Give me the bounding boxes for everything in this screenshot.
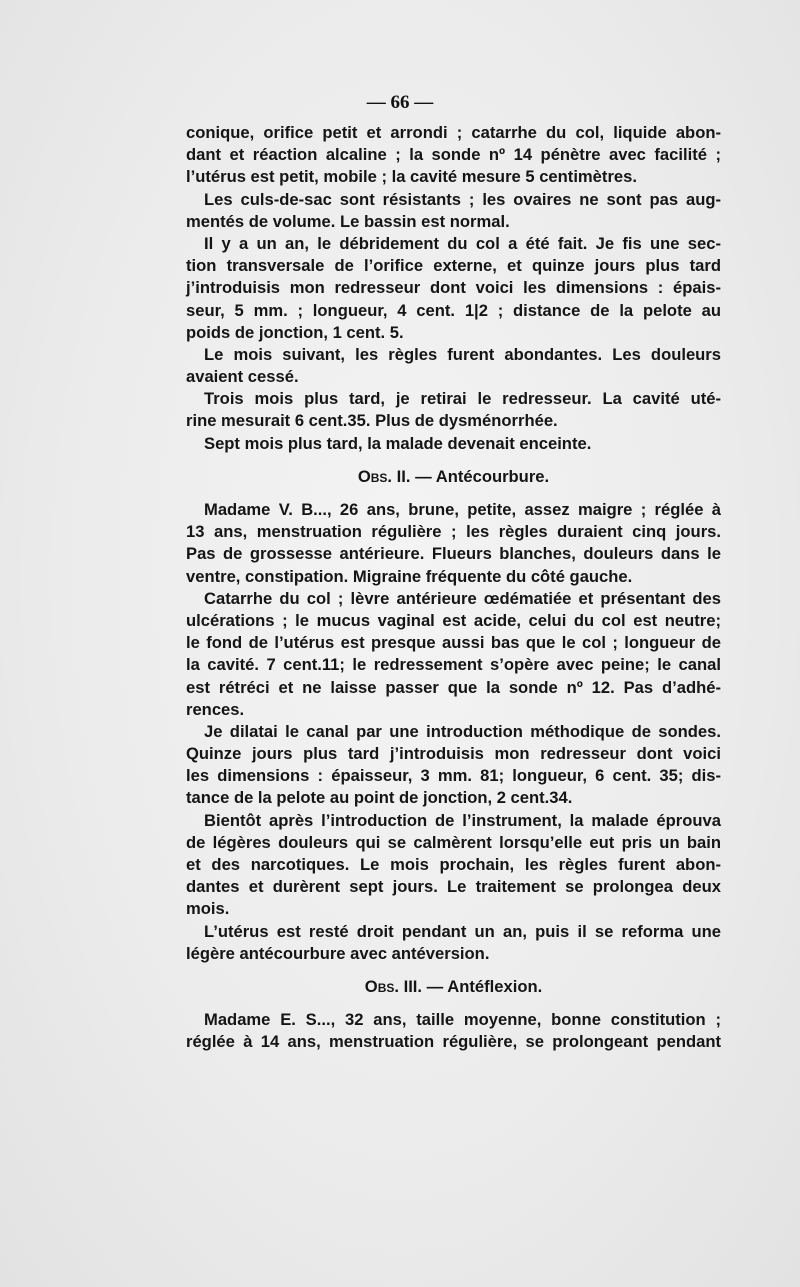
text-line: légère antécourbure avec antéversion. <box>186 943 490 963</box>
paragraph <box>186 122 721 189</box>
text-line: tion transversale de l’orifice externe, et quinze jours plus tard <box>186 256 721 276</box>
text-line: seur, 5 mm. ; longueur, 4 cent. 1|2 ; distance de la pelote au <box>186 300 721 320</box>
text-line: mois. <box>186 899 230 919</box>
text-line: la cavité. 7 cent.11; le redressement s’opère avec peine; le canal <box>186 655 721 675</box>
text-line: Catarrhe du col ; lèvre antérieure œdématiée et présentant des <box>204 588 721 608</box>
text-line: Le mois suivant, les règles furent abondantes. Les douleurs <box>204 344 721 364</box>
paragraph <box>186 810 721 921</box>
text-line: Madame E. S..., 32 ans, taille moyenne, bonne constitution ; <box>204 1010 721 1030</box>
text-line: Sept mois plus tard, la malade devenait enceinte. <box>204 433 592 453</box>
paragraph <box>186 189 721 233</box>
observation-heading <box>186 466 721 488</box>
text-line: dantes et durèrent sept jours. Le traitement se prolongea deux <box>186 877 721 897</box>
text-line: Les culs-de-sac sont résistants ; les ovaires ne sont pas aug- <box>204 189 721 209</box>
text-line: L’utérus est resté droit pendant un an, puis il se reforma une <box>204 921 721 941</box>
text-line: mentés de volume. Le bassin est normal. <box>186 211 510 231</box>
text-line: 13 ans, menstruation régulière ; les règles duraient cinq jours. <box>186 522 721 542</box>
text-line: de légères douleurs qui se calmèrent lorsqu’elle eut pris un bain <box>186 832 721 852</box>
paragraph <box>186 233 721 344</box>
text-line: est rétréci et ne laisse passer que la sonde nº 12. Pas d’adhé- <box>186 677 721 697</box>
text-line: ulcérations ; le mucus vaginal est acide, celui du col est neutre; <box>186 610 721 630</box>
page-number: — 66 — <box>366 92 434 113</box>
text-line: rine mesurait 6 cent.35. Plus de dysménorrhée. <box>186 411 558 431</box>
text-line: Trois mois plus tard, je retirai le redresseur. La cavité uté- <box>204 389 721 409</box>
observation-title: — Antéflexion. <box>426 976 543 996</box>
text-line: et des narcotiques. Le mois prochain, les règles furent abon- <box>186 855 721 874</box>
text-line: dant et réaction alcaline ; la sonde nº 14 pénètre avec facilité ; <box>186 145 721 165</box>
observation-title: — Antécourbure. <box>415 466 550 486</box>
text-line: Je dilatai le canal par une introduction méthodique de sondes. <box>204 721 721 741</box>
observation-label: Obs. III. <box>364 976 423 996</box>
text-line: l’utérus est petit, mobile ; la cavité mesure 5 centimètres. <box>186 167 637 187</box>
text-line: poids de jonction, 1 cent. 5. <box>186 322 404 342</box>
paragraph <box>186 1009 721 1053</box>
paragraph <box>186 433 721 455</box>
paragraph <box>186 721 721 810</box>
paragraph <box>186 344 721 388</box>
observation-heading <box>186 976 721 998</box>
text-line: le fond de l’utérus est presque aussi bas que le col ; longueur de <box>186 633 721 653</box>
body-text <box>186 122 721 1054</box>
observation-label: Obs. II. <box>357 466 411 486</box>
text-line: réglée à 14 ans, menstruation régulière, se prolongeant pendant <box>186 1032 721 1052</box>
text-line: Madame V. B..., 26 ans, brune, petite, assez maigre ; réglée à <box>204 500 721 519</box>
text-line: avaient cessé. <box>186 367 299 387</box>
text-line: Pas de grossesse antérieure. Flueurs blanches, douleurs dans le <box>186 544 721 564</box>
paragraph <box>186 921 721 965</box>
paragraph <box>186 588 721 721</box>
text-line: conique, orifice petit et arrondi ; catarrhe du col, liquide abon- <box>186 123 721 142</box>
paragraph <box>186 388 721 432</box>
text-line: rences. <box>186 699 245 719</box>
text-line: Bientôt après l’introduction de l’instrument, la malade éprouva <box>204 810 721 830</box>
text-line: j’introduisis mon redresseur dont voici les dimensions : épais- <box>186 278 721 298</box>
text-line: ventre, constipation. Migraine fréquente du côté gauche. <box>186 566 633 586</box>
text-line: Il y a un an, le débridement du col a été fait. Je fis une sec- <box>204 233 721 253</box>
text-line: tance de la pelote au point de jonction, 2 cent.34. <box>186 788 573 808</box>
paragraph <box>186 499 721 588</box>
text-line: les dimensions : épaisseur, 3 mm. 81; longueur, 6 cent. 35; dis- <box>186 766 721 786</box>
text-line: Quinze jours plus tard j’introduisis mon redresseur dont voici <box>186 744 721 764</box>
